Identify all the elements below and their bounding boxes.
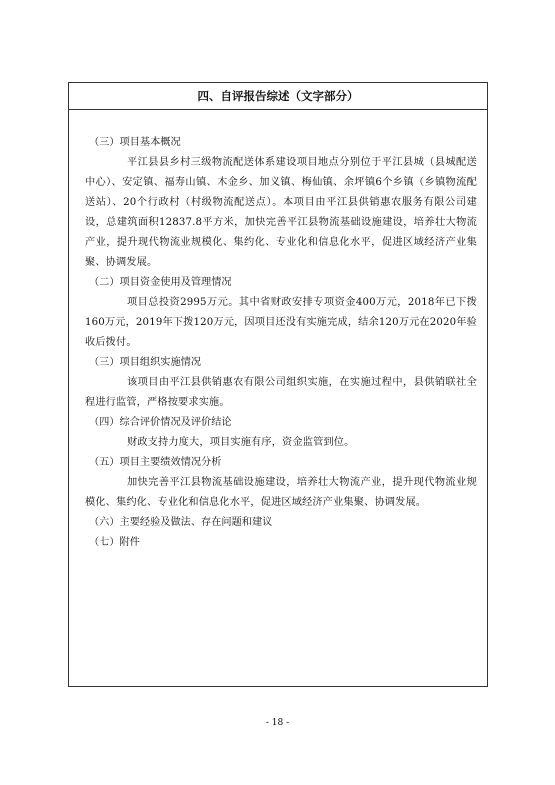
section-paragraph: 财政支持力度大，项目实施有序，资金监管到位。 bbox=[127, 437, 355, 448]
section-paragraph: 该项目由平江县供销惠农有限公司组织实施，在实施过程中，县供销联社全程进行监管，严格按要求实施。 bbox=[85, 377, 477, 408]
section-paragraph: 加快完善平江县物流基础设施建设，培养壮大物流产业，提升现代物流业规模化、集约化、专业化和信息化水平，促进区域经济产业集聚、协调发展。 bbox=[85, 477, 477, 508]
report-table bbox=[68, 82, 488, 687]
report-body bbox=[85, 133, 477, 553]
section-title: 四、自评报告综述（文字部分） bbox=[69, 83, 487, 110]
section-heading: （三）项目基本概况 bbox=[89, 137, 181, 148]
section-paragraph: 平江县县乡村三级物流配送体系建设项目地点分别位于平江县城（县城配送中心）、安定镇、福寿山镇、木金乡、加义镇、梅仙镇、余坪镇6个乡镇（乡镇物流配送站）、20个行政村（村级物流配送点）。本项目由平江县供销惠农服务有限公司建设，总建筑面积12837.8平方米，加快完善平江县物流基础设施建设，培养壮大物流产业，提升现代物流业规模化、集约化、专业化和信息化水平，促进区域经济产业集聚、协调发展。 bbox=[85, 157, 477, 268]
section-paragraph: 项目总投资2995万元。其中省财政安排专项资金400万元，2018年已下拨160万元，2019年下拨120万元，因项目还没有实施完成，结余120万元在2020年验收后拨付。 bbox=[85, 297, 477, 348]
section-heading: （三）项目组织实施情况 bbox=[89, 357, 202, 368]
section-heading: （六）主要经验及做法、存在问题和建议 bbox=[89, 517, 273, 528]
section-heading: （五）项目主要绩效情况分析 bbox=[89, 457, 222, 468]
section-heading: （二）项目资金使用及管理情况 bbox=[89, 277, 232, 288]
section-heading: （七）附件 bbox=[89, 537, 140, 548]
section-heading: （四）综合评价情况及评价结论 bbox=[89, 417, 232, 428]
page-number: - 18 - bbox=[265, 718, 290, 728]
